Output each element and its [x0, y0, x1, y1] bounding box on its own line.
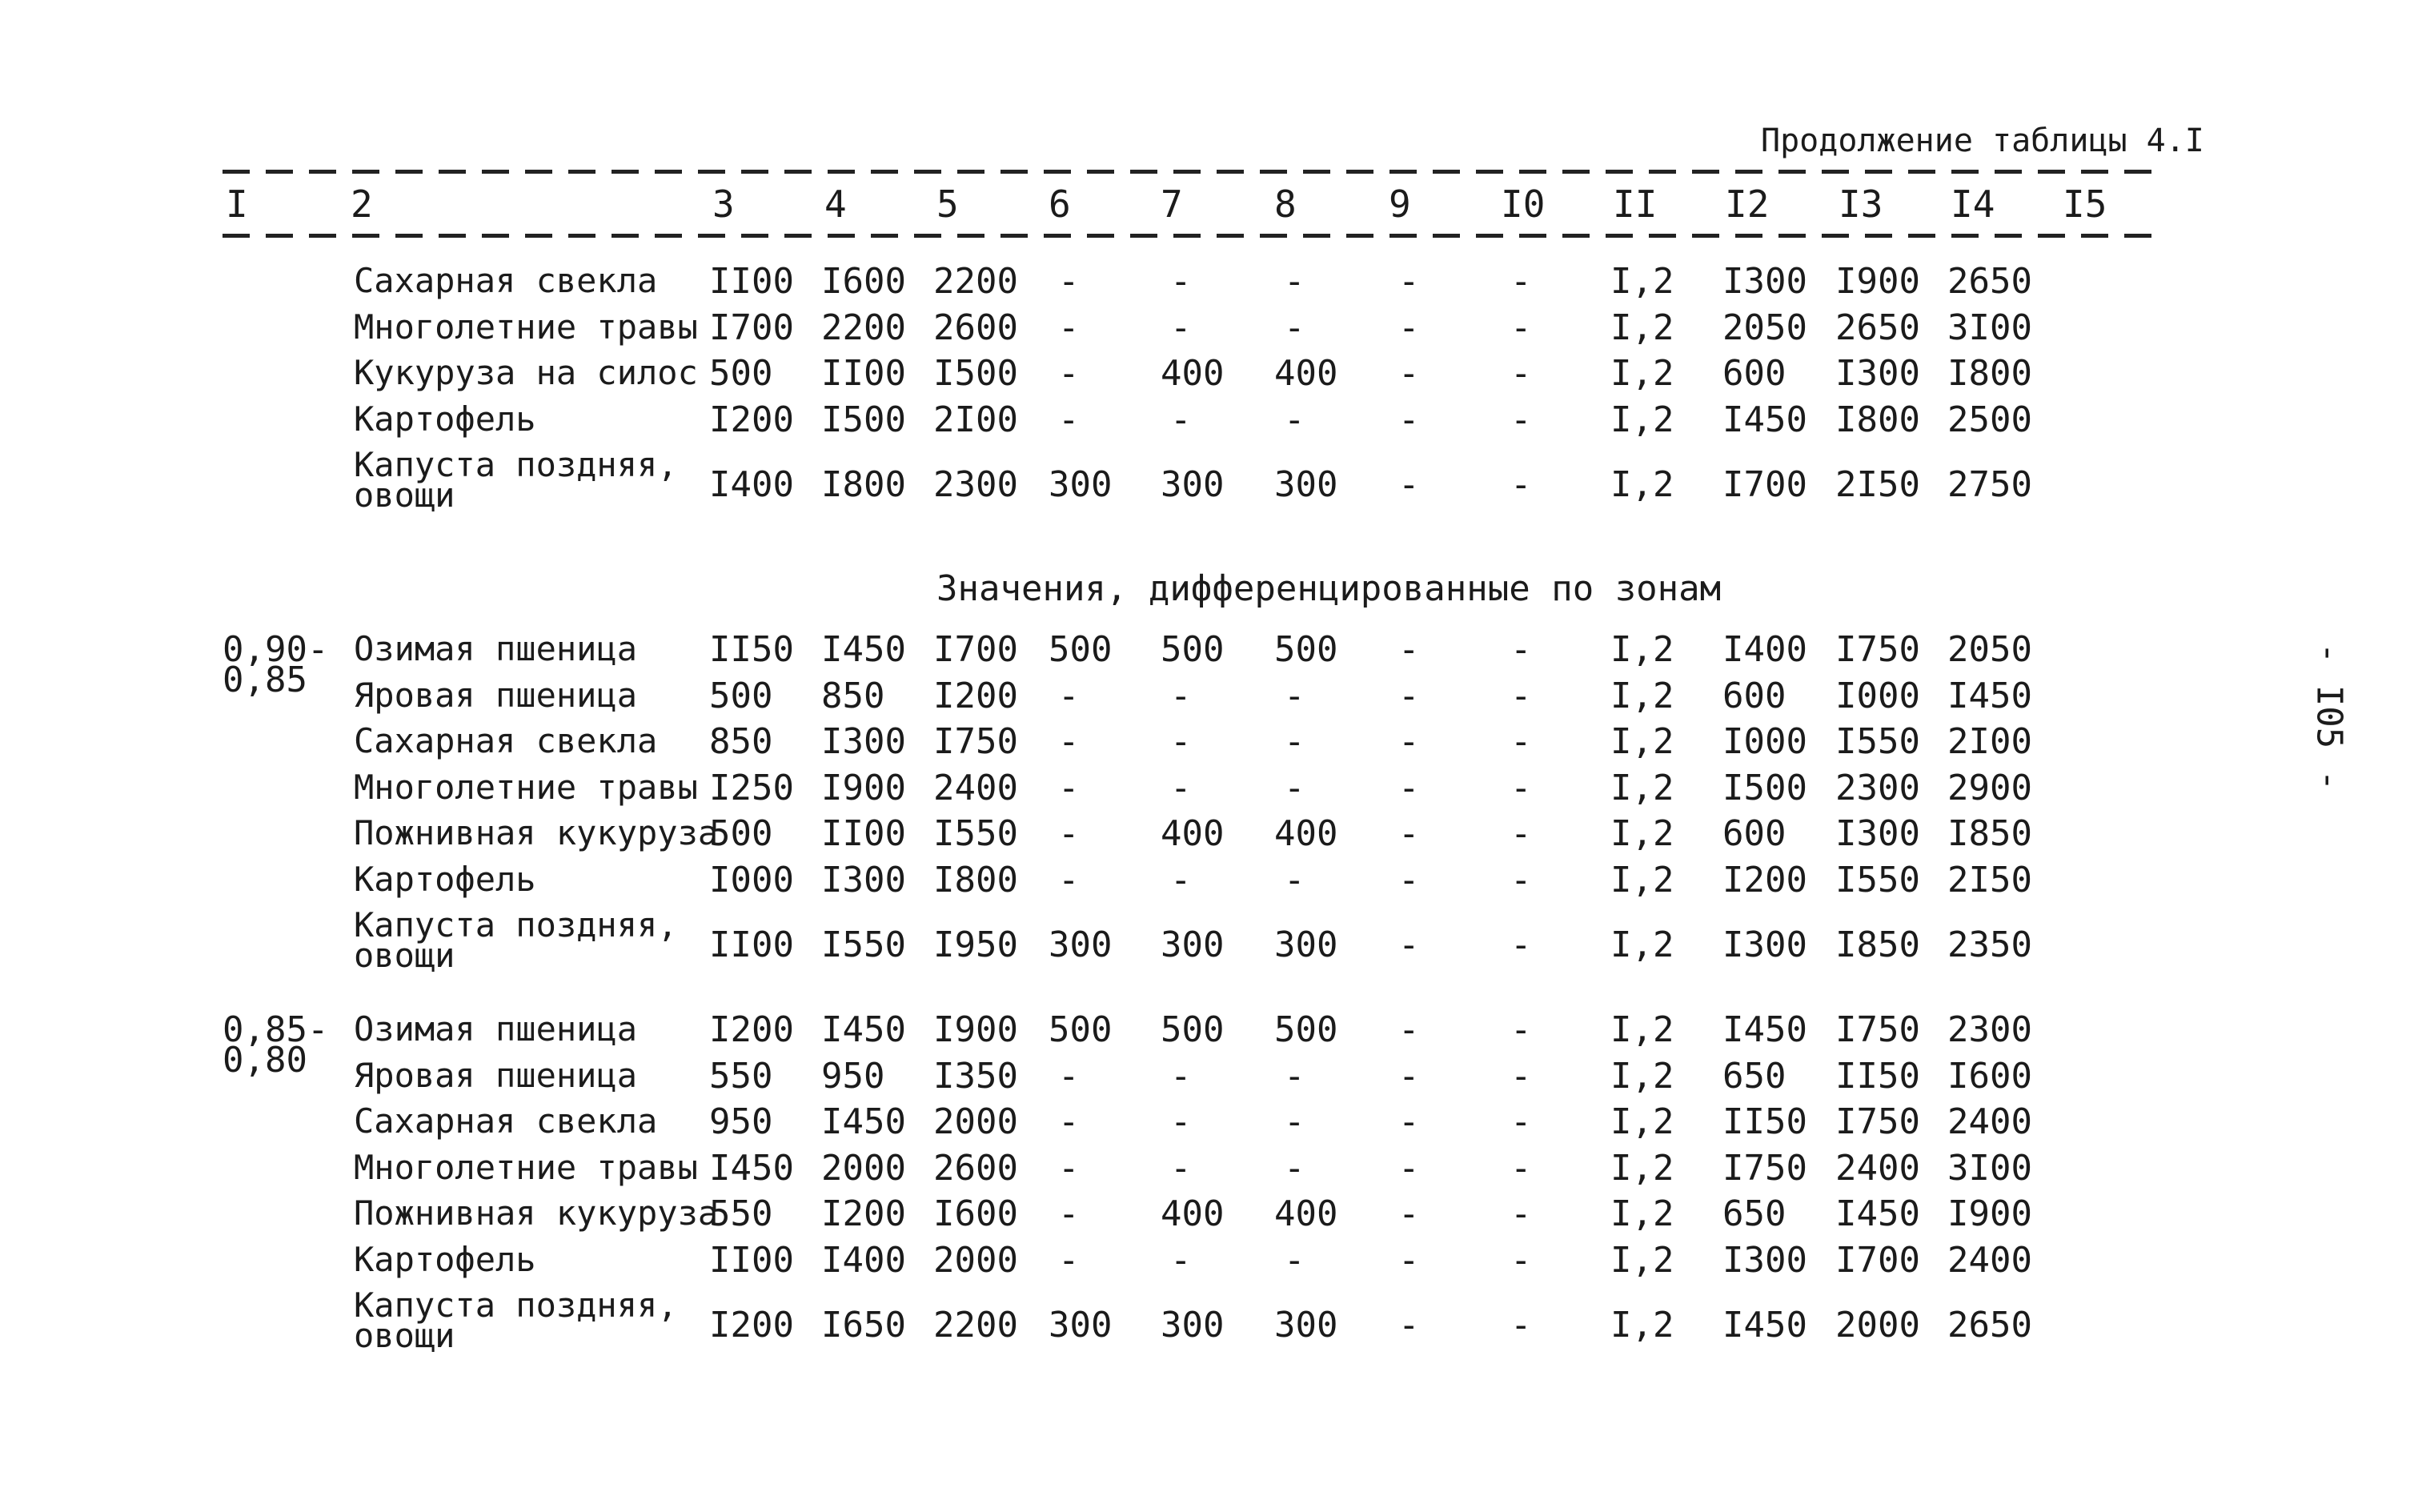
value-cell: 2600: [933, 1147, 1018, 1189]
empty-dash-cell: -: [1510, 675, 1532, 716]
empty-dash-cell: -: [1398, 721, 1420, 762]
value-cell: I750: [1835, 1101, 1920, 1142]
zone-range-label: 0,85-: [223, 1009, 329, 1050]
crop-name: Пожнивная кукуруза: [354, 1193, 719, 1233]
value-cell: 600: [1722, 353, 1786, 394]
value-cell: I450: [821, 629, 906, 670]
empty-dash-cell: -: [1058, 399, 1080, 440]
value-cell: 400: [1161, 1193, 1225, 1234]
value-cell: I700: [933, 629, 1018, 670]
crop-name: овощи: [354, 475, 455, 515]
crop-name: Многолетние травы: [354, 1147, 698, 1187]
value-cell: I550: [933, 813, 1018, 854]
value-cell: I,2: [1610, 675, 1674, 716]
empty-dash-cell: -: [1510, 924, 1532, 965]
value-cell: II00: [709, 924, 794, 965]
zone-range-label: 0,90-: [223, 629, 329, 670]
section-subtitle: Значения, дифференцированные по зонам: [936, 568, 1722, 609]
value-cell: I300: [1722, 1239, 1807, 1281]
page-number: - I05 -: [2308, 642, 2350, 792]
value-cell: 650: [1722, 1193, 1786, 1234]
value-cell: 3I00: [1947, 307, 2032, 348]
value-cell: I400: [821, 1239, 906, 1281]
value-cell: 300: [1161, 1305, 1225, 1346]
value-cell: II00: [821, 813, 906, 854]
value-cell: I,2: [1610, 1055, 1674, 1097]
value-cell: I,2: [1610, 629, 1674, 670]
crop-name: Картофель: [354, 1239, 536, 1279]
crop-name: Сахарная свекла: [354, 1101, 658, 1141]
value-cell: 2000: [821, 1147, 906, 1189]
empty-dash-cell: -: [1398, 1101, 1420, 1142]
empty-dash-cell: -: [1510, 1193, 1532, 1234]
column-header-5: 5: [936, 182, 959, 226]
empty-dash-cell: -: [1170, 1239, 1192, 1281]
value-cell: I700: [1722, 464, 1807, 505]
value-cell: 2200: [821, 307, 906, 348]
empty-dash-cell: -: [1398, 1009, 1420, 1050]
column-header-3: 3: [712, 182, 735, 226]
crop-name: Капуста поздняя,: [354, 1285, 678, 1325]
empty-dash-cell: -: [1398, 261, 1420, 302]
value-cell: I850: [1835, 924, 1920, 965]
empty-dash-cell: -: [1058, 1101, 1080, 1142]
empty-dash-cell: -: [1284, 399, 1305, 440]
value-cell: I,2: [1610, 353, 1674, 394]
value-cell: 2300: [1947, 1009, 2032, 1050]
value-cell: I950: [933, 924, 1018, 965]
empty-dash-cell: -: [1398, 629, 1420, 670]
value-cell: 2300: [933, 464, 1018, 505]
empty-dash-cell: -: [1510, 353, 1532, 394]
empty-dash-cell: -: [1058, 261, 1080, 302]
empty-dash-cell: -: [1398, 813, 1420, 854]
value-cell: I300: [1835, 353, 1920, 394]
empty-dash-cell: -: [1170, 675, 1192, 716]
empty-dash-cell: -: [1058, 353, 1080, 394]
value-cell: I300: [821, 859, 906, 900]
value-cell: I300: [1722, 261, 1807, 302]
empty-dash-cell: -: [1398, 924, 1420, 965]
crop-name: овощи: [354, 1316, 455, 1355]
value-cell: 2500: [1947, 399, 2032, 440]
value-cell: 2750: [1947, 464, 2032, 505]
empty-dash-cell: -: [1284, 767, 1305, 808]
empty-dash-cell: -: [1510, 1147, 1532, 1189]
value-cell: I450: [1947, 675, 2032, 716]
value-cell: I450: [1722, 399, 1807, 440]
value-cell: I550: [821, 924, 906, 965]
value-cell: I,2: [1610, 261, 1674, 302]
value-cell: I200: [933, 675, 1018, 716]
value-cell: II50: [1835, 1055, 1920, 1097]
value-cell: I,2: [1610, 924, 1674, 965]
empty-dash-cell: -: [1058, 1193, 1080, 1234]
empty-dash-cell: -: [1284, 1055, 1305, 1097]
empty-dash-cell: -: [1284, 307, 1305, 348]
value-cell: I,2: [1610, 1239, 1674, 1281]
empty-dash-cell: -: [1510, 1239, 1532, 1281]
value-cell: I800: [1835, 399, 1920, 440]
value-cell: 2350: [1947, 924, 2032, 965]
value-cell: 2I00: [933, 399, 1018, 440]
empty-dash-cell: -: [1510, 767, 1532, 808]
crop-name: Озимая пшеница: [354, 1009, 638, 1049]
value-cell: I850: [1947, 813, 2032, 854]
empty-dash-cell: -: [1398, 399, 1420, 440]
value-cell: 500: [1049, 629, 1113, 670]
column-header-1: I: [226, 182, 248, 226]
empty-dash-cell: -: [1170, 399, 1192, 440]
column-header-7: 7: [1161, 182, 1183, 226]
value-cell: 2000: [933, 1101, 1018, 1142]
value-cell: 2050: [1947, 629, 2032, 670]
value-cell: 2900: [1947, 767, 2032, 808]
empty-dash-cell: -: [1284, 261, 1305, 302]
column-header-15: I5: [2063, 182, 2107, 226]
value-cell: I,2: [1610, 307, 1674, 348]
crop-name: Многолетние травы: [354, 767, 698, 807]
value-cell: I900: [821, 767, 906, 808]
value-cell: 950: [821, 1055, 885, 1097]
crop-name: Картофель: [354, 859, 536, 899]
value-cell: 2650: [1947, 1305, 2032, 1346]
value-cell: I,2: [1610, 1009, 1674, 1050]
column-header-10: I0: [1501, 182, 1546, 226]
value-cell: I200: [1722, 859, 1807, 900]
value-cell: 2400: [1947, 1239, 2032, 1281]
value-cell: I700: [709, 307, 794, 348]
crop-name: Сахарная свекла: [354, 261, 658, 300]
value-cell: 600: [1722, 675, 1786, 716]
column-header-6: 6: [1049, 182, 1071, 226]
value-cell: I900: [1947, 1193, 2032, 1234]
crop-name: Кукуруза на силос: [354, 353, 698, 392]
empty-dash-cell: -: [1510, 629, 1532, 670]
empty-dash-cell: -: [1170, 721, 1192, 762]
value-cell: 650: [1722, 1055, 1786, 1097]
value-cell: 2400: [1947, 1101, 2032, 1142]
value-cell: 2650: [1835, 307, 1920, 348]
value-cell: I400: [1722, 629, 1807, 670]
value-cell: 2650: [1947, 261, 2032, 302]
value-cell: I550: [1835, 721, 1920, 762]
empty-dash-cell: -: [1398, 1193, 1420, 1234]
empty-dash-cell: -: [1284, 721, 1305, 762]
empty-dash-cell: -: [1510, 464, 1532, 505]
value-cell: 400: [1274, 1193, 1338, 1234]
value-cell: I000: [1835, 675, 1920, 716]
value-cell: 2600: [933, 307, 1018, 348]
value-cell: I900: [1835, 261, 1920, 302]
value-cell: 3I00: [1947, 1147, 2032, 1189]
value-cell: 400: [1274, 353, 1338, 394]
value-cell: I200: [821, 1193, 906, 1234]
crop-name: Яровая пшеница: [354, 675, 638, 715]
empty-dash-cell: -: [1510, 261, 1532, 302]
crop-name: Яровая пшеница: [354, 1055, 638, 1095]
empty-dash-cell: -: [1058, 1239, 1080, 1281]
empty-dash-cell: -: [1398, 675, 1420, 716]
empty-dash-cell: -: [1284, 1147, 1305, 1189]
value-cell: 500: [709, 813, 773, 854]
value-cell: I350: [933, 1055, 1018, 1097]
value-cell: 500: [1161, 629, 1225, 670]
empty-dash-cell: -: [1058, 767, 1080, 808]
value-cell: I450: [1722, 1009, 1807, 1050]
value-cell: I750: [933, 721, 1018, 762]
value-cell: I750: [1835, 629, 1920, 670]
column-header-8: 8: [1274, 182, 1297, 226]
value-cell: I200: [709, 1305, 794, 1346]
value-cell: 300: [1049, 464, 1113, 505]
value-cell: 300: [1161, 464, 1225, 505]
value-cell: I600: [821, 261, 906, 302]
header-top-rule: [223, 170, 2159, 174]
value-cell: I400: [709, 464, 794, 505]
value-cell: 2I00: [1947, 721, 2032, 762]
value-cell: 300: [1274, 924, 1338, 965]
value-cell: I750: [1835, 1009, 1920, 1050]
value-cell: 500: [1049, 1009, 1113, 1050]
empty-dash-cell: -: [1398, 353, 1420, 394]
empty-dash-cell: -: [1170, 261, 1192, 302]
column-header-11: II: [1613, 182, 1658, 226]
empty-dash-cell: -: [1170, 1055, 1192, 1097]
value-cell: I450: [821, 1009, 906, 1050]
empty-dash-cell: -: [1058, 1055, 1080, 1097]
empty-dash-cell: -: [1170, 307, 1192, 348]
column-header-2: 2: [351, 182, 373, 226]
value-cell: 550: [709, 1055, 773, 1097]
empty-dash-cell: -: [1510, 1055, 1532, 1097]
value-cell: 600: [1722, 813, 1786, 854]
value-cell: II00: [709, 1239, 794, 1281]
value-cell: I,2: [1610, 813, 1674, 854]
value-cell: 2200: [933, 261, 1018, 302]
value-cell: II00: [709, 261, 794, 302]
column-header-4: 4: [824, 182, 847, 226]
value-cell: 300: [1049, 924, 1113, 965]
crop-name: Пожнивная кукуруза: [354, 813, 719, 852]
empty-dash-cell: -: [1398, 307, 1420, 348]
value-cell: 2400: [1835, 1147, 1920, 1189]
value-cell: I,2: [1610, 1193, 1674, 1234]
value-cell: I750: [1722, 1147, 1807, 1189]
value-cell: I000: [1722, 721, 1807, 762]
crop-name: овощи: [354, 936, 455, 975]
value-cell: II50: [709, 629, 794, 670]
empty-dash-cell: -: [1398, 859, 1420, 900]
zone-range-label: 0,85: [223, 660, 307, 700]
empty-dash-cell: -: [1398, 464, 1420, 505]
empty-dash-cell: -: [1510, 1009, 1532, 1050]
crop-name: Озимая пшеница: [354, 629, 638, 668]
crop-name: Картофель: [354, 399, 536, 439]
empty-dash-cell: -: [1398, 1055, 1420, 1097]
empty-dash-cell: -: [1170, 1101, 1192, 1142]
value-cell: 850: [821, 675, 885, 716]
value-cell: I200: [709, 1009, 794, 1050]
empty-dash-cell: -: [1398, 1305, 1420, 1346]
empty-dash-cell: -: [1058, 721, 1080, 762]
value-cell: 2200: [933, 1305, 1018, 1346]
value-cell: I600: [933, 1193, 1018, 1234]
empty-dash-cell: -: [1510, 813, 1532, 854]
value-cell: 300: [1274, 464, 1338, 505]
value-cell: 550: [709, 1193, 773, 1234]
value-cell: 400: [1274, 813, 1338, 854]
value-cell: I450: [821, 1101, 906, 1142]
empty-dash-cell: -: [1398, 1147, 1420, 1189]
value-cell: I550: [1835, 859, 1920, 900]
value-cell: 500: [1161, 1009, 1225, 1050]
header-bottom-rule: [223, 234, 2159, 238]
value-cell: 500: [709, 353, 773, 394]
value-cell: 2050: [1722, 307, 1807, 348]
value-cell: 2300: [1835, 767, 1920, 808]
empty-dash-cell: -: [1058, 859, 1080, 900]
value-cell: I,2: [1610, 1305, 1674, 1346]
value-cell: I,2: [1610, 399, 1674, 440]
value-cell: 400: [1161, 813, 1225, 854]
empty-dash-cell: -: [1284, 1101, 1305, 1142]
column-header-9: 9: [1389, 182, 1411, 226]
value-cell: I,2: [1610, 767, 1674, 808]
value-cell: 950: [709, 1101, 773, 1142]
value-cell: I500: [933, 353, 1018, 394]
value-cell: I300: [1722, 924, 1807, 965]
value-cell: II00: [821, 353, 906, 394]
value-cell: I800: [933, 859, 1018, 900]
value-cell: I450: [1722, 1305, 1807, 1346]
empty-dash-cell: -: [1058, 813, 1080, 854]
column-header-14: I4: [1951, 182, 1995, 226]
value-cell: I800: [821, 464, 906, 505]
value-cell: I700: [1835, 1239, 1920, 1281]
value-cell: I,2: [1610, 1147, 1674, 1189]
value-cell: II50: [1722, 1101, 1807, 1142]
column-header-12: I2: [1725, 182, 1770, 226]
value-cell: I900: [933, 1009, 1018, 1050]
value-cell: 400: [1161, 353, 1225, 394]
value-cell: 500: [1274, 1009, 1338, 1050]
value-cell: 850: [709, 721, 773, 762]
value-cell: 2000: [933, 1239, 1018, 1281]
empty-dash-cell: -: [1398, 1239, 1420, 1281]
empty-dash-cell: -: [1510, 859, 1532, 900]
value-cell: 300: [1161, 924, 1225, 965]
column-header-13: I3: [1839, 182, 1883, 226]
value-cell: I,2: [1610, 464, 1674, 505]
value-cell: I200: [709, 399, 794, 440]
empty-dash-cell: -: [1058, 307, 1080, 348]
empty-dash-cell: -: [1510, 1101, 1532, 1142]
value-cell: 2I50: [1835, 464, 1920, 505]
value-cell: I500: [821, 399, 906, 440]
empty-dash-cell: -: [1058, 675, 1080, 716]
value-cell: I600: [1947, 1055, 2032, 1097]
value-cell: I650: [821, 1305, 906, 1346]
empty-dash-cell: -: [1058, 1147, 1080, 1189]
empty-dash-cell: -: [1170, 767, 1192, 808]
zone-range-label: 0,80: [223, 1040, 307, 1081]
crop-name: Капуста поздняя,: [354, 445, 678, 484]
empty-dash-cell: -: [1284, 1239, 1305, 1281]
value-cell: I800: [1947, 353, 2032, 394]
crop-name: Сахарная свекла: [354, 721, 658, 760]
crop-name: Капуста поздняя,: [354, 905, 678, 944]
value-cell: I300: [1835, 813, 1920, 854]
value-cell: 500: [1274, 629, 1338, 670]
crop-name: Многолетние травы: [354, 307, 698, 347]
value-cell: 2000: [1835, 1305, 1920, 1346]
value-cell: I450: [709, 1147, 794, 1189]
value-cell: 500: [709, 675, 773, 716]
table-caption: Продолжение таблицы 4.I: [1761, 122, 2204, 159]
value-cell: I,2: [1610, 1101, 1674, 1142]
empty-dash-cell: -: [1170, 859, 1192, 900]
empty-dash-cell: -: [1284, 859, 1305, 900]
value-cell: I300: [821, 721, 906, 762]
empty-dash-cell: -: [1284, 675, 1305, 716]
empty-dash-cell: -: [1510, 721, 1532, 762]
value-cell: I,2: [1610, 721, 1674, 762]
value-cell: I000: [709, 859, 794, 900]
empty-dash-cell: -: [1510, 1305, 1532, 1346]
empty-dash-cell: -: [1510, 399, 1532, 440]
empty-dash-cell: -: [1398, 767, 1420, 808]
empty-dash-cell: -: [1510, 307, 1532, 348]
value-cell: 2400: [933, 767, 1018, 808]
value-cell: I250: [709, 767, 794, 808]
value-cell: I500: [1722, 767, 1807, 808]
value-cell: 300: [1274, 1305, 1338, 1346]
value-cell: I450: [1835, 1193, 1920, 1234]
value-cell: 2I50: [1947, 859, 2032, 900]
value-cell: I,2: [1610, 859, 1674, 900]
empty-dash-cell: -: [1170, 1147, 1192, 1189]
value-cell: 300: [1049, 1305, 1113, 1346]
